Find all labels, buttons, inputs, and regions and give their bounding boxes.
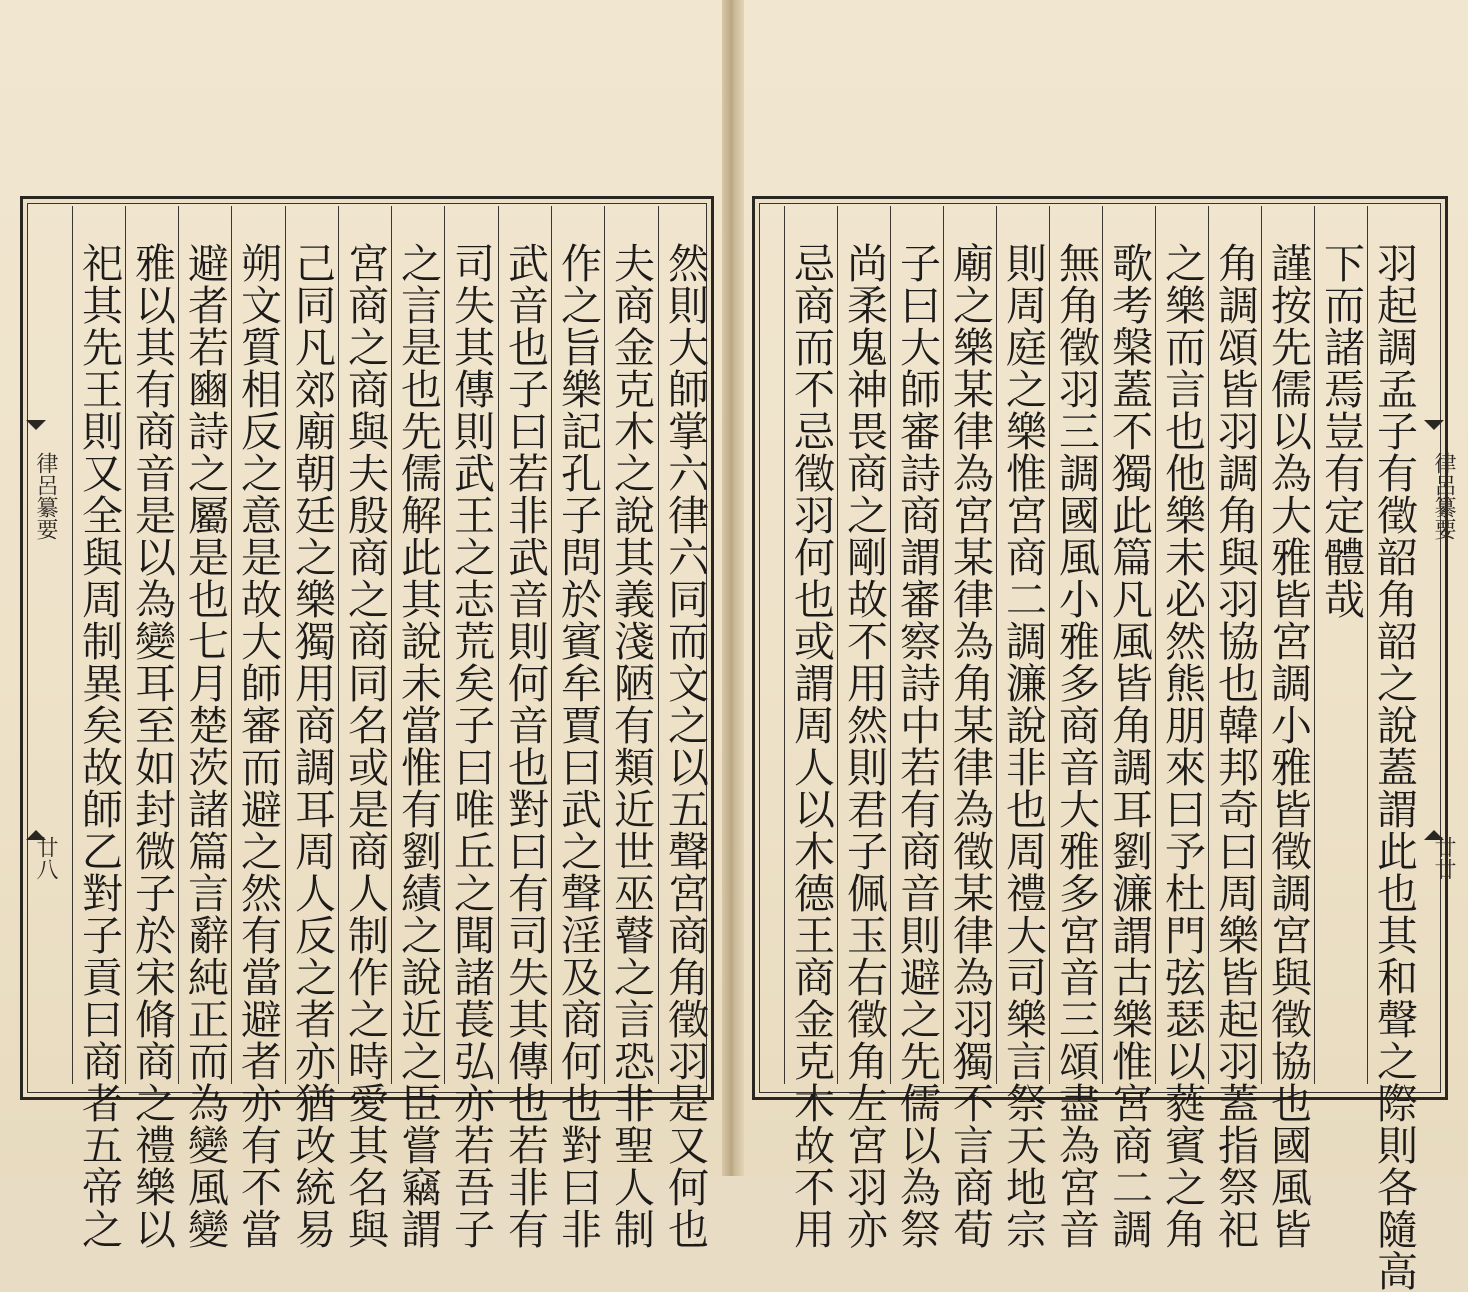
text-column: 忌商而不忌徵羽何也或謂周人以木德王商金克木故不用 bbox=[787, 242, 835, 1250]
text-column: 廟之樂某律為宮某律為角某律為徵某律為羽獨不言商荀 bbox=[946, 242, 994, 1250]
text-column: 之樂而言也他樂未必然熊朋來曰予杜門弦瑟以蕤賓之角 bbox=[1158, 242, 1206, 1250]
column-rule bbox=[1314, 206, 1315, 1084]
book-gutter bbox=[722, 0, 744, 1176]
column-rule bbox=[338, 206, 339, 1084]
column-rule bbox=[784, 206, 785, 1084]
text-column: 雅以其有商音是以為變耳至如封微子於宋脩商之禮樂以 bbox=[128, 242, 176, 1250]
text-column: 宮商之商與夫殷商之商同名或是商人制作之時愛其名與 bbox=[341, 242, 389, 1250]
text-column: 司失其傳則武王之志荒矣子曰唯丘之聞諸萇弘亦若吾子 bbox=[447, 242, 495, 1250]
column-rule bbox=[1367, 206, 1368, 1084]
column-rule bbox=[996, 206, 997, 1084]
column-rule bbox=[285, 206, 286, 1084]
column-rule bbox=[231, 206, 232, 1084]
text-column: 朔文質相反之意是故大師審而避之然有當避者亦有不當 bbox=[234, 242, 282, 1250]
column-rule bbox=[658, 206, 659, 1084]
left-fishtail-top-mark bbox=[26, 420, 46, 440]
text-column: 則周庭之樂惟宮商二調濂說非也周禮大司樂言祭天地宗 bbox=[999, 242, 1047, 1250]
left-book-label: 律呂纂要 bbox=[33, 452, 58, 540]
text-column: 下而諸焉豈有定體哉 bbox=[1317, 242, 1365, 620]
left-folio: 廿八 bbox=[33, 836, 58, 880]
text-column: 之言是也先儒解此其說未當惟有劉績之說近之臣嘗竊謂 bbox=[394, 242, 442, 1250]
right-fishtail-top-mark bbox=[1424, 420, 1444, 440]
column-rule bbox=[72, 206, 73, 1084]
column-rule bbox=[1261, 206, 1262, 1084]
right-book-label: 律呂纂要 bbox=[1431, 452, 1456, 540]
column-rule bbox=[604, 206, 605, 1084]
column-rule bbox=[498, 206, 499, 1084]
right-folio: 廿廿 bbox=[1431, 836, 1456, 880]
column-rule bbox=[551, 206, 552, 1084]
column-rule bbox=[391, 206, 392, 1084]
column-rule bbox=[444, 206, 445, 1084]
column-rule bbox=[178, 206, 179, 1084]
text-column: 祀其先王則又全與周制異矣故師乙對子貢曰商者五帝之 bbox=[75, 242, 123, 1250]
text-column: 武音也子曰若非武音則何音也對曰有司失其傳也若非有 bbox=[501, 242, 549, 1250]
text-column: 謹按先儒以為大雅皆宮調小雅皆徵調宮與徵協也國風皆 bbox=[1264, 242, 1312, 1250]
column-rule bbox=[943, 206, 944, 1084]
column-rule bbox=[1155, 206, 1156, 1084]
column-rule bbox=[1049, 206, 1050, 1084]
text-column: 羽起調孟子有徵韶角韶之說蓋謂此也其和聲之際則各隨高 bbox=[1370, 242, 1418, 1292]
column-rule bbox=[1102, 206, 1103, 1084]
column-rule bbox=[837, 206, 838, 1084]
right-fishtail-bottom-mark bbox=[1424, 820, 1444, 840]
column-rule bbox=[125, 206, 126, 1084]
text-column: 子曰大師審詩商謂審察詩中若有商音則避之先儒以為祭 bbox=[893, 242, 941, 1250]
text-column: 然則大師掌六律六同而文之以五聲宮商角徵羽是又何也 bbox=[661, 242, 709, 1250]
text-column: 角調頌皆羽調角與羽協也韓邦奇曰周樂皆起羽蓋指祭祀 bbox=[1211, 242, 1259, 1250]
left-fishtail-bottom-mark bbox=[26, 820, 46, 840]
column-rule bbox=[890, 206, 891, 1084]
text-column: 夫商金克木之說其義淺陋有類近世巫瞽之言恐非聖人制 bbox=[607, 242, 655, 1250]
text-column: 無角徵羽三調國風小雅多商音大雅多宮音三頌盡為宮音 bbox=[1052, 242, 1100, 1250]
text-column: 己同凡郊廟朝廷之樂獨用商調耳周人反之者亦猶改統易 bbox=[288, 242, 336, 1250]
column-rule bbox=[1208, 206, 1209, 1084]
text-column: 作之旨樂記孔子問於賓牟賈曰武之聲淫及商何也對曰非 bbox=[554, 242, 602, 1250]
text-column: 歌考槃蓋不獨此篇凡風皆角調耳劉濂謂古樂惟宮商二調 bbox=[1105, 242, 1153, 1250]
text-column: 避者若豳詩之屬是也七月楚茨諸篇言辭純正而為變風變 bbox=[181, 242, 229, 1250]
text-column: 尚柔鬼神畏商之剛故不用然則君子佩玉右徵角左宮羽亦 bbox=[840, 242, 888, 1250]
